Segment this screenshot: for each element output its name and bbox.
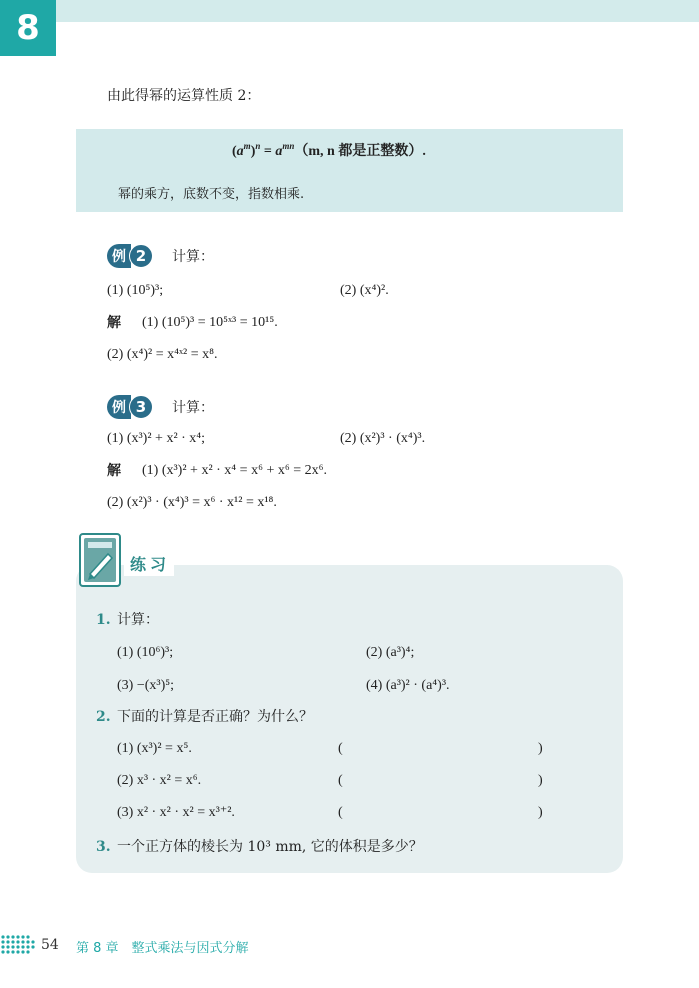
practice-1-d: (4) (a³)² · (a⁴)³. — [366, 678, 450, 693]
practice-1-text: 计算： — [117, 612, 159, 628]
chapter-number-badge: 8 — [0, 0, 56, 56]
pencil-notebook-icon — [78, 532, 122, 588]
answer-paren-open-c: ( — [338, 805, 343, 820]
answer-paren-close-c: ) — [538, 805, 543, 820]
example-3-title: 计算： — [172, 400, 214, 416]
practice-2-b: (2) x³ · x² = x⁶. — [117, 773, 202, 788]
example-3-solution-1: (1) (x³)² + x² · x⁴ = x⁶ + x⁶ = 2x⁶. — [142, 463, 328, 478]
practice-1-b: (2) (a³)⁴; — [366, 645, 415, 660]
answer-paren-close-a: ) — [538, 741, 543, 756]
footer-dots-icon — [0, 932, 36, 958]
rule-statement: 幂的乘方，底数不变，指数相乘. — [118, 187, 305, 202]
practice-1-number: 1. — [96, 612, 111, 628]
practice-2-number: 2. — [96, 709, 111, 725]
example-3-question-1: (1) (x³)² + x² · x⁴; — [107, 431, 206, 446]
example-2-question-2: (2) (x⁴)². — [340, 283, 389, 298]
example-2-title: 计算： — [172, 249, 214, 265]
practice-3-number: 3. — [96, 839, 111, 855]
chapter-title: 第 8 章 整式乘法与因式分解 — [76, 941, 249, 956]
example-3-solution-label: 解 — [107, 463, 121, 479]
example-3-solution-2: (2) (x²)³ · (x⁴)³ = x⁶ · x¹² = x¹⁸. — [107, 495, 277, 510]
example-2-solution-label: 解 — [107, 315, 121, 331]
practice-1-a: (1) (10⁶)³; — [117, 645, 174, 660]
intro-text: 由此得幂的运算性质 2： — [107, 88, 261, 104]
page-number: 54 — [41, 937, 59, 953]
practice-2-c: (3) x² · x² · x² = x³⁺². — [117, 805, 235, 820]
example-2-question-1: (1) (10⁵)³; — [107, 283, 164, 298]
answer-paren-open-b: ( — [338, 773, 343, 788]
practice-2-text: 下面的计算是否正确？为什么？ — [117, 709, 313, 725]
example-3-badge: 例 3 — [107, 395, 153, 419]
answer-paren-open-a: ( — [338, 741, 343, 756]
practice-2-a: (1) (x³)² = x⁵. — [117, 741, 192, 756]
top-band — [0, 0, 699, 22]
example-2-solution-2: (2) (x⁴)² = x⁴ˣ² = x⁸. — [107, 347, 218, 362]
practice-1-c: (3) −(x³)⁵; — [117, 678, 175, 693]
practice-3-text: 一个正方体的棱长为 10³ mm, 它的体积是多少？ — [117, 839, 423, 855]
example-3-question-2: (2) (x²)³ · (x⁴)³. — [340, 431, 426, 446]
example-2-badge: 例 2 — [107, 244, 153, 268]
practice-title: 练习 — [130, 555, 171, 574]
rule-formula: $(a^m)^n = a^{mn}(m$, n 都是正整数）. — [232, 141, 426, 159]
answer-paren-close-b: ) — [538, 773, 543, 788]
example-2-solution-1: (1) (10⁵)³ = 10⁵ˣ³ = 10¹⁵. — [142, 315, 278, 330]
